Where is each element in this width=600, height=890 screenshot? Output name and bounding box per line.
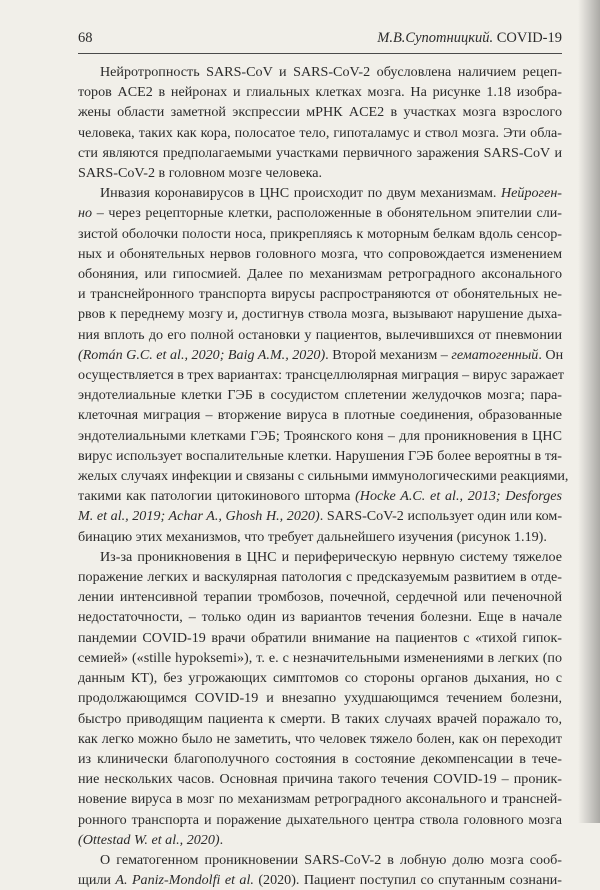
text-line: щили A. Paniz-Mondolfi et al. (2020). Пациент поступил со спутанным сознани- [78, 872, 562, 889]
text-line: бинацию этих механизмов, что требует дальнейшего изучения (рисунок 1.19). [78, 528, 547, 545]
text-line: (Román G.C. et al., 2020; Baig A.M., 2020). Второй механизм – гематогенный. Он [78, 346, 564, 363]
text-line: клеточная миграция – вторжение вируса в плотные соединения, образованные [78, 407, 562, 424]
running-header [78, 30, 562, 52]
text-line: жены области заметной экспрессии мРНК ACE2 в участках мозга взрослого [78, 104, 562, 121]
text-line: SARS-CoV-2 в головном мозге человека. [78, 165, 323, 182]
running-title-author: М.В.Супотницкий. [377, 30, 494, 46]
text-line: эндотелиальными клетками ГЭБ; Троянского коня – для проникновения в ЦНС [78, 427, 562, 444]
text-line: эндотелиальные клетки ГЭБ в сосудистом сплетении желудочков мозга; пара- [78, 387, 562, 404]
text-line: сти являются предполагаемыми участками первичного заражения SARS-CoV и [78, 144, 562, 161]
text-line: семией» («stille hypoksemi»), т. е. с незначительными изменениями в легких (по [78, 649, 562, 666]
text-line: пандемии COVID-19 врачи обратили внимание на пациентов с «тихой гипок- [78, 629, 562, 646]
text-line: осуществляется в трех вариантах: трансцеллюлярная миграция – вирус заражает [78, 367, 565, 384]
text-line: ния вплоть до его полной остановки у пациентов, вылечившихся от пневмонии [78, 326, 562, 343]
text-line: поражение легких и васкулярная патология с предсказуемым развитием в отде- [78, 569, 562, 586]
text-line: ние нескольких часов. Основная причина такого течения COVID-19 – проник- [78, 771, 562, 788]
text-line: Инвазия коронавирусов в ЦНС происходит по двум механизмам. Нейроген- [100, 185, 562, 202]
text-line: рвов к переднему мозгу и, достигнув ствола мозга, вызывают нарушение дыха- [78, 306, 562, 323]
text-line: и транснейронного транспорта вирусы распространяются от обонятельных не- [78, 286, 562, 303]
text-line: желых случаях инфекции и связаны с сильными иммунологическими реакциями, [78, 468, 569, 485]
text-line: данным КТ), без угрожающих симптомов со стороны органов дыхания, но с [78, 670, 562, 687]
text-line: лении интенсивной терапии тромбозов, почечной, сердечной или печеночной [78, 589, 562, 606]
text-line: зистой оболочки полости носа, прикрепляясь к моторным белкам вдоль сенсор- [78, 225, 562, 242]
page-number: 68 [78, 30, 93, 46]
text-line: человека, таких как кора, полосатое тело, гипоталамус и ствол мозга. Эти обла- [78, 124, 562, 141]
text-line: новение вируса в мозг по механизмам ретроградного аксонального и трансней- [78, 791, 562, 808]
text-line: ных и обонятельных нервов головного мозга, что сопровождается изменением [78, 245, 562, 262]
text-line: как легко можно было не заметить, что человек тяжело болен, как он переходит [78, 730, 562, 747]
paragraph [78, 183, 569, 547]
paragraph [78, 547, 562, 850]
text-line: быстро приводящим пациента к смерти. В таких случаях врачей поражало то, [78, 710, 562, 727]
running-title [377, 30, 562, 47]
text-line: О гематогенном проникновении SARS-CoV-2 в лобную долю мозга сооб- [100, 851, 562, 868]
running-title-topic: COVID-19 [496, 30, 562, 46]
text-line: Нейротропность SARS-CoV и SARS-CoV-2 обусловлена наличием рецеп- [100, 64, 562, 80]
text-line: но – через рецепторные клетки, расположенные в обонятельном эпителии сли- [78, 205, 562, 222]
text-line: недостаточности, – только один из вариантов течения болезни. Еще в начале [78, 609, 562, 626]
text-line: Из-за проникновения в ЦНС и периферическую нервную систему тяжелое [100, 548, 562, 565]
body-text [78, 62, 569, 890]
paragraph [78, 850, 562, 890]
page-edge-shadow [578, 0, 600, 823]
text-line: из клинически благополучного состояния в состояние декомпенсации в тече- [78, 750, 562, 767]
header-rule [78, 53, 562, 54]
text-line: продолжающимся COVID-19 и внезапно ухудшающимся течением болезни, [78, 690, 562, 707]
text-line: (Ottestad W. et al., 2020). [78, 831, 224, 848]
text-line: вирус использует воспалительные клетки. Нарушения ГЭБ более вероятны в тя- [78, 447, 562, 464]
paragraph [78, 62, 562, 183]
text-line: M. et al., 2019; Achar A., Ghosh H., 2020). SARS-CoV-2 использует один или ком- [78, 508, 563, 525]
text-line: такими как патологии цитокинового шторма (Hocke A.C. et al., 2013; Desforges [78, 488, 562, 505]
text-line: ронного транспорта и поражение дыхательного центра ствола головного мозга [78, 811, 562, 828]
text-line: обоняния, или гипосмией. Далее по механизмам ретроградного аксонального [78, 266, 562, 283]
text-line: торов ACE2 в нейронах и глиальных клетках мозга. На рисунке 1.18 изобра- [78, 84, 562, 101]
